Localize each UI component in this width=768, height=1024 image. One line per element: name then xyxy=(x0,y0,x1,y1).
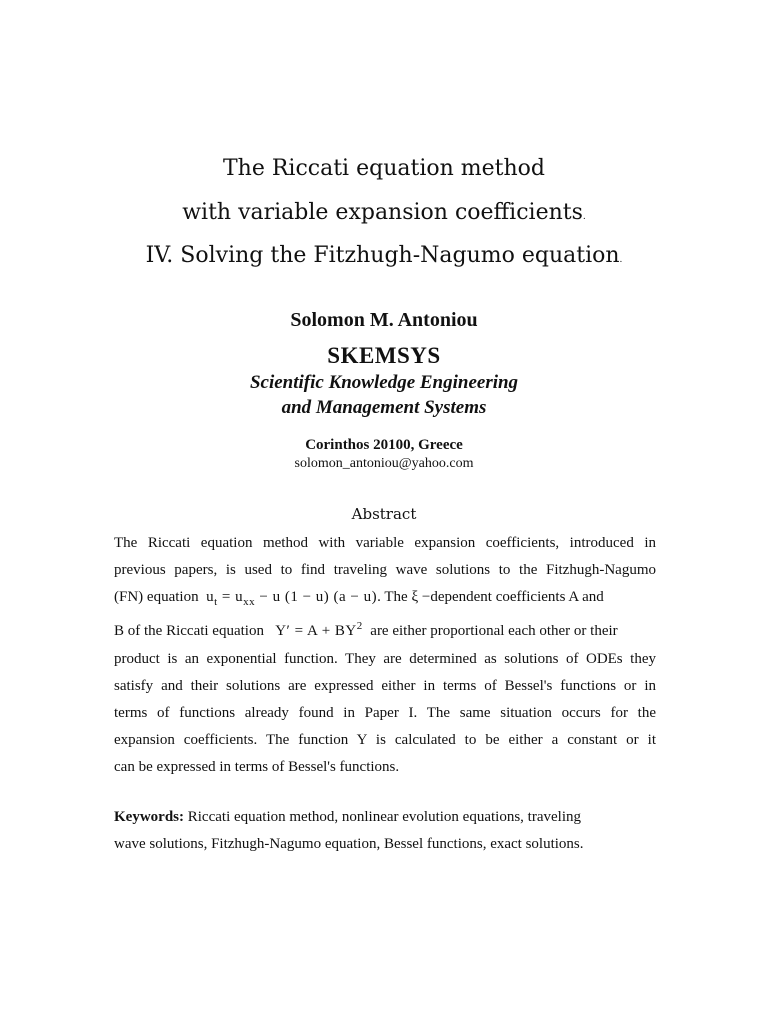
author-name: Solomon M. Antoniou xyxy=(290,309,478,331)
keywords-line-2: wave solutions, Fitzhugh-Nagumo equation, Bessel functions, exact solutions. xyxy=(114,836,584,852)
title-period-3: . xyxy=(619,255,623,265)
abstract-line-2: previous papers, is used to find traveling wave solutions to the Fitzhugh-Nagumo xyxy=(114,562,656,578)
riccati-eq-exponent: 2 xyxy=(356,620,363,632)
organization-name-line-2: and Management Systems xyxy=(281,397,487,418)
fn-eq-sub-t: t xyxy=(214,596,218,608)
riccati-equation xyxy=(275,620,363,639)
keywords-label: Keywords: xyxy=(114,809,184,825)
title-line-2 xyxy=(0,200,768,225)
abstract-heading: Abstract xyxy=(351,505,417,523)
fn-equation xyxy=(206,589,378,608)
abstract-line-1: The Riccati equation method with variable expansion coefficients, introduced in xyxy=(114,535,656,551)
organization-acronym: SKEMSYS xyxy=(327,343,441,368)
abstract-line-7: terms of functions already found in Paper I. The same situation occurs for the xyxy=(114,705,656,721)
title-line-3 xyxy=(0,243,768,268)
abstract-line-4 xyxy=(114,620,656,640)
organization-address: Corinthos 20100, Greece xyxy=(305,437,463,453)
abstract-line-8: expansion coefficients. The function Y is calculated to be either a constant or it xyxy=(114,732,656,748)
abstract-line-3-prefix: (FN) equation xyxy=(114,589,199,605)
fn-eq-mid: = u xyxy=(217,589,244,605)
title-line-1 xyxy=(0,156,768,181)
author-email: solomon_antoniou@yahoo.com xyxy=(294,456,474,471)
abstract-line-3-suffix: . The ξ −dependent coefficients A and xyxy=(377,589,604,605)
title-period-2: . xyxy=(582,212,586,222)
keywords-line-1 xyxy=(114,809,674,826)
abstract-line-5: product is an exponential function. They are determined as solutions of ODEs they xyxy=(114,651,656,667)
fn-eq-u: u xyxy=(206,589,215,605)
abstract-line-3 xyxy=(114,590,656,606)
abstract-line-4-prefix: B of the Riccati equation xyxy=(114,623,264,639)
riccati-eq-body: Y′ = A + BY xyxy=(275,623,357,639)
keywords-text-1: Riccati equation method, nonlinear evolution equations, traveling xyxy=(187,809,581,825)
abstract-line-4-suffix: are either proportional each other or their xyxy=(370,623,618,639)
fn-eq-sub-xx: xx xyxy=(243,596,256,608)
fn-eq-rest: − u (1 − u) (a − u) xyxy=(255,589,378,605)
abstract-line-9: can be expressed in terms of Bessel's functions. xyxy=(114,759,400,775)
title-text-1: The Riccati equation method xyxy=(223,156,545,181)
organization-name-line-1: Scientific Knowledge Engineering xyxy=(249,372,519,393)
abstract-line-6: satisfy and their solutions are expressed either in terms of Bessel's functions or in xyxy=(114,678,656,694)
title-text-3: IV. Solving the Fitzhugh-Nagumo equation xyxy=(145,243,620,268)
title-text-2: with variable expansion coefficients xyxy=(182,200,583,225)
